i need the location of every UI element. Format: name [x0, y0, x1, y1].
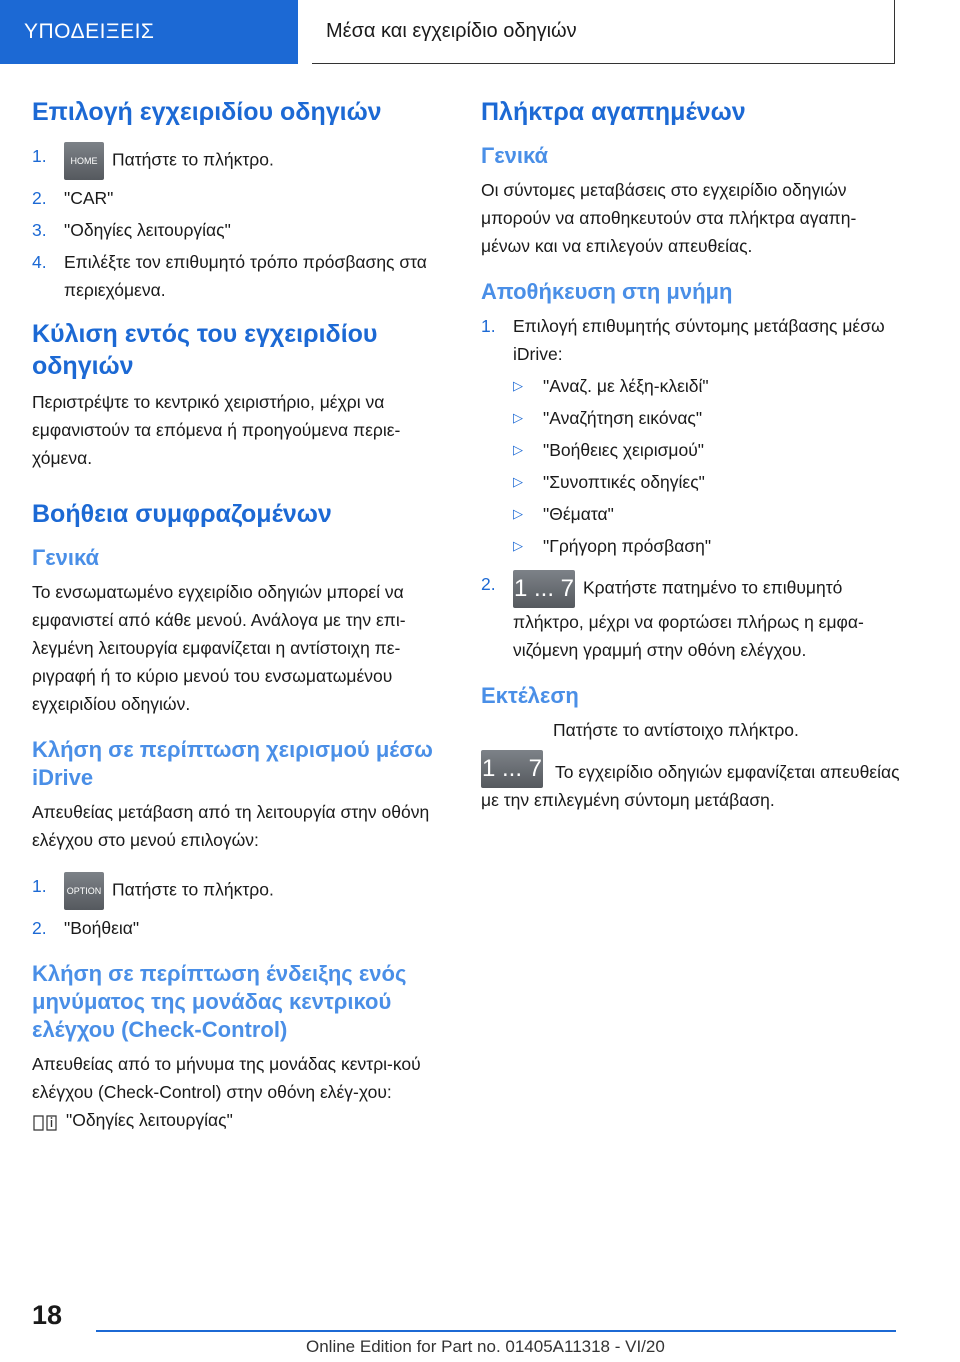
idrive-steps	[32, 872, 452, 942]
list-item	[32, 216, 452, 244]
section-tab: ΥΠΟΔΕΙΞΕΙΣ	[0, 0, 298, 64]
idrive-text: Απευθείας μετάβαση από τη λειτουργία στην οθόνη ελέγχου στο μενού επιλογών:	[32, 802, 430, 850]
step-number: 1.	[481, 316, 496, 336]
favorite-keys-icon: 1 ... 7	[513, 570, 575, 608]
footer-edition: Online Edition for Part no. 01405A11318 - VI/20	[306, 1337, 665, 1356]
step-number: 2.	[32, 918, 47, 938]
step-number: 4.	[32, 252, 47, 272]
option-text: "Θέματα"	[543, 504, 614, 524]
list-item	[481, 312, 901, 560]
triangle-bullet-icon: ▷	[513, 474, 523, 489]
option-text: "Βοήθειες χειρισμού"	[543, 440, 704, 460]
step-number: 2.	[32, 188, 47, 208]
heading-favorites: Πλήκτρα αγαπημένων	[481, 98, 746, 126]
option-text: "Γρήγορη πρόσβαση"	[543, 536, 712, 556]
step-text: "Οδηγίες λειτουργίας"	[64, 220, 231, 240]
general-text: Οι σύντομες μεταβάσεις στο εγχειρίδιο οδηγιών μπορούν να αποθηκευτούν στα πλήκτρα αγαπη-μένων και να επιλεγούν απευθείας.	[481, 180, 857, 256]
step-text: "Βοήθεια"	[64, 918, 140, 938]
check-item-text: "Οδηγίες λειτουργίας"	[66, 1110, 233, 1130]
list-item	[513, 436, 901, 464]
triangle-bullet-icon: ▷	[513, 506, 523, 521]
option-text: "Αναζήτηση εικόνας"	[543, 408, 703, 428]
heading-general: Γενικά	[32, 545, 100, 570]
footer-divider	[96, 1330, 896, 1332]
heading-scroll: Κύλιση εντός του εγχειριδίου οδηγιών	[32, 320, 378, 380]
heading-store: Αποθήκευση στη μνήμη	[481, 279, 733, 304]
scroll-text: Περιστρέψτε το κεντρικό χειριστήριο, μέχρι να εμφανιστούν τα επόμενα ή προηγούμενα περιε-χόμενα.	[32, 392, 401, 468]
list-item	[513, 468, 901, 496]
list-item	[32, 184, 452, 212]
book-icon	[32, 1112, 58, 1130]
store-options	[513, 372, 901, 560]
home-key-icon: HOME	[64, 142, 104, 180]
list-item	[513, 532, 901, 560]
triangle-bullet-icon: ▷	[513, 378, 523, 393]
step-text: Πατήστε το πλήκτρο.	[112, 149, 274, 170]
triangle-bullet-icon: ▷	[513, 538, 523, 553]
step-number: 1.	[32, 876, 47, 896]
step-text: Επιλογή επιθυμητής σύντομης μετάβασης μέσω iDrive:	[513, 316, 885, 364]
list-item	[513, 404, 901, 432]
step-text: Κρατήστε πατημένο το επιθυμητό πλήκτρο, μέχρι να φορτώσει πλήρως η εμφα-νιζόμενη γραμμή στην οθόνη ελέγχου.	[513, 577, 864, 660]
list-item	[32, 914, 452, 942]
selection-steps	[32, 142, 452, 304]
heading-general: Γενικά	[481, 143, 549, 168]
step-text: Επιλέξτε τον επιθυμητό τρόπο πρόσβασης στα περιεχόμενα.	[64, 252, 427, 300]
heading-selection: Επιλογή εγχειριδίου οδηγιών	[32, 98, 382, 126]
page-number: 18	[32, 1300, 63, 1330]
step-number: 2.	[481, 574, 496, 594]
option-text: "Συνοπτικές οδηγίες"	[543, 472, 705, 492]
heading-check-control: Κλήση σε περίπτωση ένδειξης ενός μηνύματος της μονάδας κεντρικού ελέγχου (Check-Control)	[32, 961, 407, 1042]
list-item	[513, 500, 901, 528]
option-key-icon: OPTION	[64, 872, 104, 910]
step-text: Πατήστε το πλήκτρο.	[112, 879, 274, 900]
step-number: 3.	[32, 220, 47, 240]
favorite-keys-icon: 1 ... 7	[481, 750, 543, 788]
list-item	[32, 142, 452, 180]
heading-exec: Εκτέλεση	[481, 683, 579, 708]
exec-text: Πατήστε το αντίστοιχο πλήκτρο.	[553, 720, 799, 740]
left-column	[32, 96, 452, 1152]
list-item	[32, 872, 452, 910]
check-item	[32, 1106, 452, 1134]
store-steps	[481, 312, 901, 664]
list-item	[481, 570, 901, 664]
step-number: 1.	[32, 146, 47, 166]
check-text: Απευθείας από το μήνυμα της μονάδας κεντρι-κού ελέγχου (Check-Control) στην οθόνη ελέγ-χου:	[32, 1054, 421, 1102]
triangle-bullet-icon: ▷	[513, 442, 523, 457]
heading-context-help: Βοήθεια συμφραζομένων	[32, 500, 332, 528]
option-text: "Αναζ. με λέξη-κλειδί"	[543, 376, 709, 396]
general-text: Το ενσωματωμένο εγχειρίδιο οδηγιών μπορεί να εμφανιστεί από κάθε μενού. Ανάλογα με την επι-λεγμένη λειτουργία εμφανίζεται η αντίστοιχη πε-ριγραφή ή το κύριο μενού του ενσωματωμένου εγχειριδίου οδηγιών.	[32, 582, 406, 714]
exec-text-2: Το εγχειρίδιο οδηγιών εμφανίζεται απευθείας με την επιλεγμένη σύντομη μετάβαση.	[481, 762, 900, 810]
triangle-bullet-icon: ▷	[513, 410, 523, 425]
chapter-title: Μέσα και εγχειρίδιο οδηγιών	[312, 0, 895, 64]
heading-idrive: Κλήση σε περίπτωση χειρισμού μέσω iDrive	[32, 737, 433, 790]
right-column	[481, 96, 901, 832]
step-text: "CAR"	[64, 188, 114, 208]
list-item	[32, 248, 452, 304]
list-item	[513, 372, 901, 400]
